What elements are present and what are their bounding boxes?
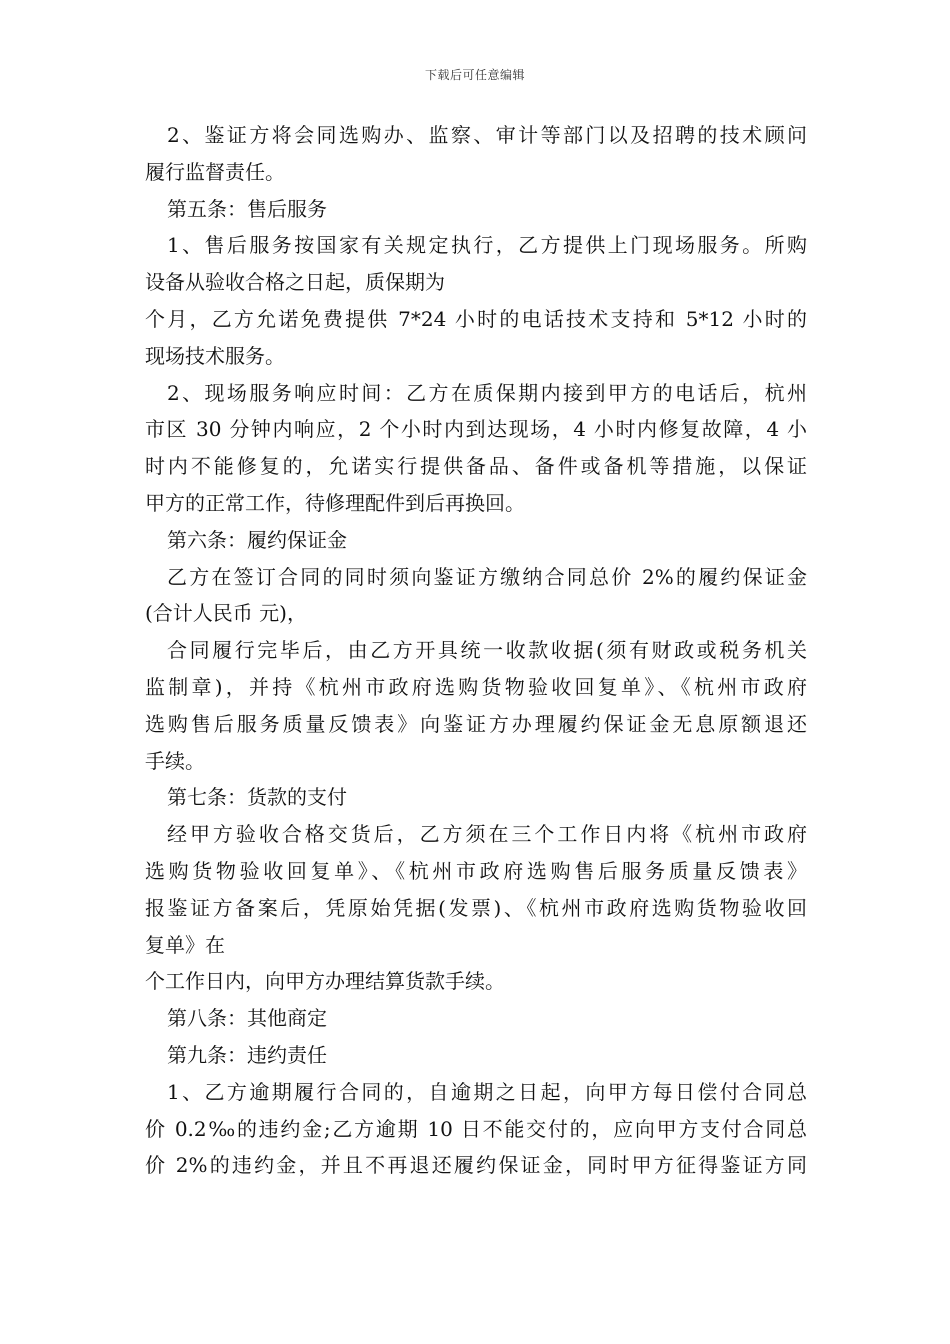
text-line: 现场技术服务。 xyxy=(145,343,285,368)
text-line: 甲方的正常工作，待修理配件到后再换回。 xyxy=(145,490,525,515)
text-line: 价 0.2‰的违约金;乙方逾期 10 日不能交付的，应向甲方支付合同总 xyxy=(145,1116,807,1141)
text-line: 监制章)，并持《杭州市政府选购货物验收回复单》、《杭州市政府 xyxy=(145,674,807,699)
text-line: 设备从验收合格之日起，质保期为 xyxy=(145,270,445,295)
page-header: 下载后可任意编辑 xyxy=(424,68,525,82)
text-line: 合同履行完毕后，由乙方开具统一收款收据(须有财政或税务机关 xyxy=(167,638,807,663)
text-line: 市区 30 分钟内响应，2 个小时内到达现场，4 小时内修复故障，4 小 xyxy=(145,417,807,442)
text-line: 时内不能修复的，允诺实行提供备品、备件或备机等措施，以保证 xyxy=(145,454,807,479)
text-line: 个月，乙方允诺免费提供 7*24 小时的电话技术支持和 5*12 小时的 xyxy=(145,306,807,331)
text-line: 选购货物验收回复单》、《杭州市政府选购售后服务质量反馈表》 xyxy=(145,858,807,883)
text-line: 第五条：售后服务 xyxy=(167,196,327,221)
text-line: 2、鉴证方将会同选购办、监察、审计等部门以及招聘的技术顾问 xyxy=(167,123,807,147)
text-line: 价 2%的违约金，并且不再退还履约保证金，同时甲方征得鉴证方同 xyxy=(145,1153,807,1178)
text-line: (合计人民币 元)， xyxy=(145,601,307,626)
text-line: 个工作日内，向甲方办理结算货款手续。 xyxy=(145,969,505,994)
text-line: 2、现场服务响应时间：乙方在质保期内接到甲方的电话后，杭州 xyxy=(167,380,807,405)
text-line: 1、乙方逾期履行合同的，自逾期之日起，向甲方每日偿付合同总 xyxy=(167,1079,807,1104)
text-line: 复单》在 xyxy=(145,932,225,957)
text-line: 第九条：违约责任 xyxy=(167,1042,327,1067)
text-line: 选购售后服务质量反馈表》向鉴证方办理履约保证金无息原额退还 xyxy=(145,711,807,736)
document-body xyxy=(145,117,807,1184)
text-line: 经甲方验收合格交货后，乙方须在三个工作日内将《杭州市政府 xyxy=(167,822,807,847)
text-line: 第六条：履约保证金 xyxy=(167,527,347,552)
text-line: 第七条：货款的支付 xyxy=(167,785,347,810)
text-line: 1、售后服务按国家有关规定执行，乙方提供上门现场服务。所购 xyxy=(167,233,807,258)
text-line: 报鉴证方备案后，凭原始凭据(发票)、《杭州市政府选购货物验收回 xyxy=(145,895,807,920)
text-line: 第八条：其他商定 xyxy=(167,1006,327,1031)
text-line: 履行监督责任。 xyxy=(145,159,285,184)
text-line: 手续。 xyxy=(145,748,205,773)
text-line: 乙方在签订合同的同时须向鉴证方缴纳合同总价 2%的履约保证金 xyxy=(167,564,807,589)
